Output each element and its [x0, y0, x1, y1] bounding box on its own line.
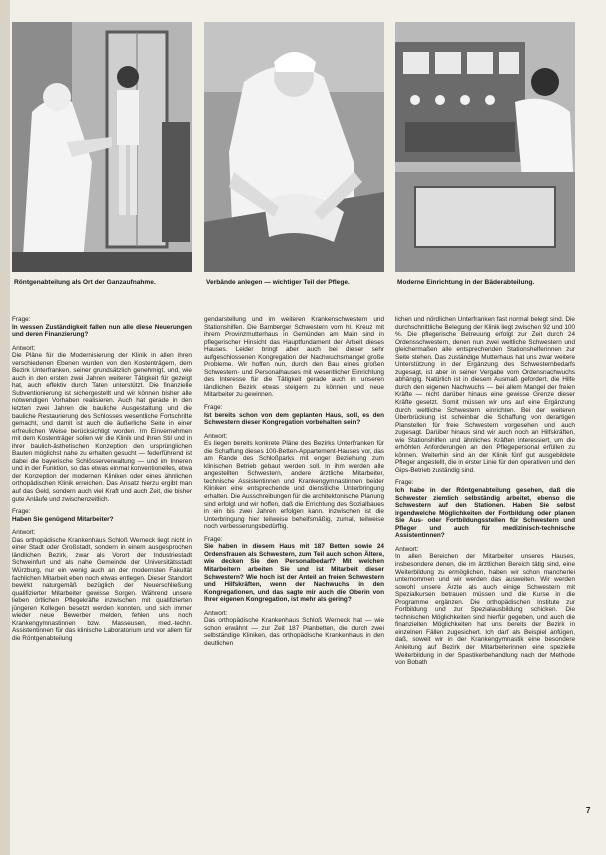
- caption-bandaging: Verbände anlegen — wichtiger Teil der Pflege.: [206, 279, 350, 286]
- caption-radiology: Röntgenabteilung als Ort der Ganzaufnahme.: [14, 279, 156, 286]
- question-text: Ich habe in der Röntgenabteilung gesehen, daß die Schwester ziemlich selbständig arbeitet, ebenso die Schwestern auf den Stationen. Haben Sie selbst irgendwelche Möglichkeiten der Fortbildung oder planen Sie Aus- oder Fortbildungsstellen für Schwestern und Pfleger und auch für medizinisch-technische Assistentinnen?: [395, 487, 575, 540]
- photo-bath-department: [395, 22, 575, 272]
- text-column-2: [204, 316, 384, 652]
- question-label: Frage:: [204, 535, 223, 543]
- answer-text: Die Pläne für die Modernisierung der Klinik in allen ihren verschiedenen Ebenen wurden von den Kostenträgern, dem Bezirk Unterfranken, seiner grundsätzlich genehmigt, und, wie auch in den ersten zwei Jahren weiterer Tätigkeit für gezeigt hat, auch effektiv durch Taten unterstützt. Die finanzielle Subventionierung ist sichergestellt und wir können bisher alle notwendigen Vorhaben realisieren. Auch hat gerade in den letzten zwei Jahren die bauliche Ausgestaltung und die bauliche Restaurierung des Schlosses wesentliche Fortschritte gemacht, und damit ist auch die äußerliche Seite in einer erfreulichen Weise berücksichtigt worden. Im Einvernehmen mit dem Kostenträger sollen wir die Klinik und ihren Stil und in ihrer baulich-ästhetischen Konzeption den ursprünglichen Bauten möglichst nahe zu erhalten gesucht — federführend ist dabei die bayerische Schlösserverwaltung — und im Inneren und in der Funktion, so das etwas einmal konventionelles, etwa der Konzeption der modernen Kliniken oder eines ähnlichen orthopädischen Klinik erreichen. Das Ansatz hierzu ergibt man auf das Geld, sondern auch viel Kraft und auch Zeit, die bisher gute Anläufe und zwischenzeitlich.: [12, 352, 192, 503]
- photo-radiology: [12, 22, 192, 272]
- question-label: Frage:: [204, 404, 223, 412]
- photo-bandaging-illustration: [204, 22, 384, 272]
- photo-bath-illustration: [395, 22, 575, 272]
- question-text: Haben Sie genügend Mitarbeiter?: [12, 515, 114, 523]
- question-text: In wessen Zuständigkeit fallen nun alle diese Neuerungen und deren Finanzierung?: [12, 323, 192, 339]
- answer-label: Antwort:: [204, 432, 228, 440]
- caption-bath-department: Moderne Einrichtung in der Bäderabteilung.: [397, 279, 535, 286]
- text-column-3: [395, 316, 575, 672]
- answer-text: Es liegen bereits konkrete Pläne des Bezirks Unterfranken für die Schaffung dieses 100-Betten-Appartement-Hauses vor, das am Rande des Schloßparks mit enger Beziehung zum klinischen Betrieb gebaut werden soll. In ihm werden alle angestellten Schwestern, andere ärztliche Mitarbeiter, technische Assistentinnen und Krankengymnastinnen beider Kliniken eine entsprechende und dienstliche Unterbringung erhalten. Die Ausschreibungen für die architektonische Planung sind erfolgt und wir hoffen, daß die Errichtung des Sozialbaues in ein bis zwei Jahren erfolgen kann. Inzwischen ist die Unterbringung hier teilweise behelfsmäßig, zumal, teilweise noch verbesserungsbedürftig.: [204, 440, 384, 531]
- answer-label: Antwort:: [12, 344, 36, 352]
- answer-text: Das orthopädische Krankenhaus Schloß Werneck liegt nicht in einer Stadt oder Großstadt, sondern in einem ausgesprochen ländlichen Bezirk, zwar als Vorort der Industriestadt Schweinfurt und als nahe Gemeinde der Universitätsstadt Würzburg, nur ein wenig auch an der modernsten Fakultät fachlichen Mitarbeit eben noch etwas entlegen. Dieser Standort bewirkt naturgemäß bezüglich der Neuerschließung qualifizierter Mitarbeiter gewisse Sorgen. Während unsere lieben örtlichen Pflegekräfte inzwischen mit qualifizierten jüngeren Kollegen besetzt werden konnten, und sich immer wieder neue Bewerber melden, fehlen uns noch Krankengymnastinnen bzw. Masseusen, med.-techn. Assistentinnen für das klinische Laboratorium und vor allem für die Röntgenabteilung: [12, 536, 192, 642]
- text-column-1: [12, 316, 192, 647]
- question-text: Ist bereits schon von dem geplanten Haus, soll, es den Schwestern dieser Kongregation vorbehalten sein?: [204, 411, 384, 427]
- question-label: Frage:: [395, 479, 414, 487]
- answer-label: Antwort:: [12, 529, 36, 537]
- photo-radiology-illustration: [12, 22, 192, 272]
- answer-label: Antwort:: [204, 609, 228, 617]
- answer-text: Das orthopädische Krankenhaus Schloß Werneck hat — wie schon erwähnt — zur Zeit 187 Planbetten, die durch zwei selbständige Kliniken, das orthopädische Krankenhaus in den deutlichen: [204, 617, 384, 647]
- question-label: Frage:: [12, 508, 31, 516]
- answer-label: Antwort:: [395, 545, 419, 553]
- question-label: Frage:: [12, 316, 31, 323]
- body-paragraph: lichen und nördlichen Unterfranken fast normal belegt sind. Die durchschnittliche Belegung der Klinik liegt zwischen 92 und 100 %. Die pflegerische Betreuung erfolgt zur Zeit durch 24 Ordensschwestern, denen nun zwei weltliche Schwestern und gleichermaßen alle entsprechenden Stationshelferinnen zur Seite stehen. Das zuständige Mutterhaus hat uns zwar weitere Unterstützung in der Ergänzung des Schwesternbedarfs zugesagt, ist aber in seiner Vergabe vom Ordensnachwuchs abhängig. Natürlich ist in diesem Ausmaß gefordert, die Hilfe durch den eigenen Nachwuchs — bei allem Mangel der freien Kräfte — nicht darüber hinaus eine gewisse Grenze dieser Kräfte gesetzt. Somit müssen wir uns auf eine Ergänzung durch weltliche Schwestern einrichten. Bei der weiteren Überbrückung ist scheinbar die Schaffung von derartigen Planstellen für freie Schwestern vorgesehen und auch zugesagt. Darüber hinaus sind wir auch noch an Hilfskräften, wie Stationshilfen und ähnliches Kräften interessiert, um die erhöhten Anforderungen an den Pflegepersonal erfüllen zu können. Weiterhin sind an der Klinik fünf gut ausgebildete Pfleger angestellt, die in erster Linie für den operativen und den Gips-Betrieb zuständig sind.: [395, 316, 575, 474]
- page-binding-edge: [0, 0, 10, 855]
- photo-bandaging: [204, 22, 384, 272]
- question-text: Sie haben in diesem Haus mit 187 Betten sowie 24 Ordensfrauen als Schwestern, zum Teil auch schon Ältere, wie decken Sie den Personalbedarf? Mit welchen Mitarbeitern arbeiten Sie und ist Mitarbeit dieser Schwestern? Wie hoch ist der Anteil an freien Schwestern und Hilfskräften, wenn der Nachwuchs in den Kongregationen, und das sagte mir auch die Oberin von Ihrer eigenen Kongregation, ist mehr als gering?: [204, 543, 384, 604]
- answer-text: In allen Bereichen der Mitarbeiter unseres Hauses, insbesondere denen, die im ärztlichen Bereich tätig sind, eine Weiterbildung zu ermöglichen, haben wir schon mancherlei unternommen und wir werden das ausweiten. Wir werden sowohl unsere Ärzte als auch einige Schwestern mit Spezialkursen betrauen müssen und die Kurse in die Programme ergänzen. Die orthopädischen Institute zur Fortbildung und zur Spezialausbildung schicken. Die technischen Möglichkeiten sind hierfür gegeben, und auch die finanziellen Möglichkeiten hat uns bereits der Bezirk in einzelnen Fällen zugesichert. Ich darf als Beispiel anfügen, daß, soweit wir in der Krankengymnastik eine besondere Anleitung auf Bezirk der Mitarbeiterinnen eine spezielle Weiterbildung in der Spastikerbehandlung nach der Methode von Bobath: [395, 553, 575, 667]
- body-paragraph: gendarstellung und im weiteren Krankenschwestern und Stationshilfen. Die Bamberger Schwestern vom hl. Kreuz mit ihrem Provinzmutterhaus in Gemünden am Main sind in pflegerischer Hinsicht das Hauptfundament der Arbeit dieses Hauses. Leider bringt aber auch bei dieser sehr aufgeschlossenen Kongregation der Nachwuchsmangel große Probleme. Wir hoffen nun, durch den Bau eines großen Schwestern- und Personalhauses mit wesentlicher Einrichtung des Interesse für die Tätigkeit gerade auch in unseren ländlichen Bezirk etwas steigern zu können und neue Mitarbeiter zu gewinnen.: [204, 316, 384, 399]
- page-number: 7: [586, 806, 591, 815]
